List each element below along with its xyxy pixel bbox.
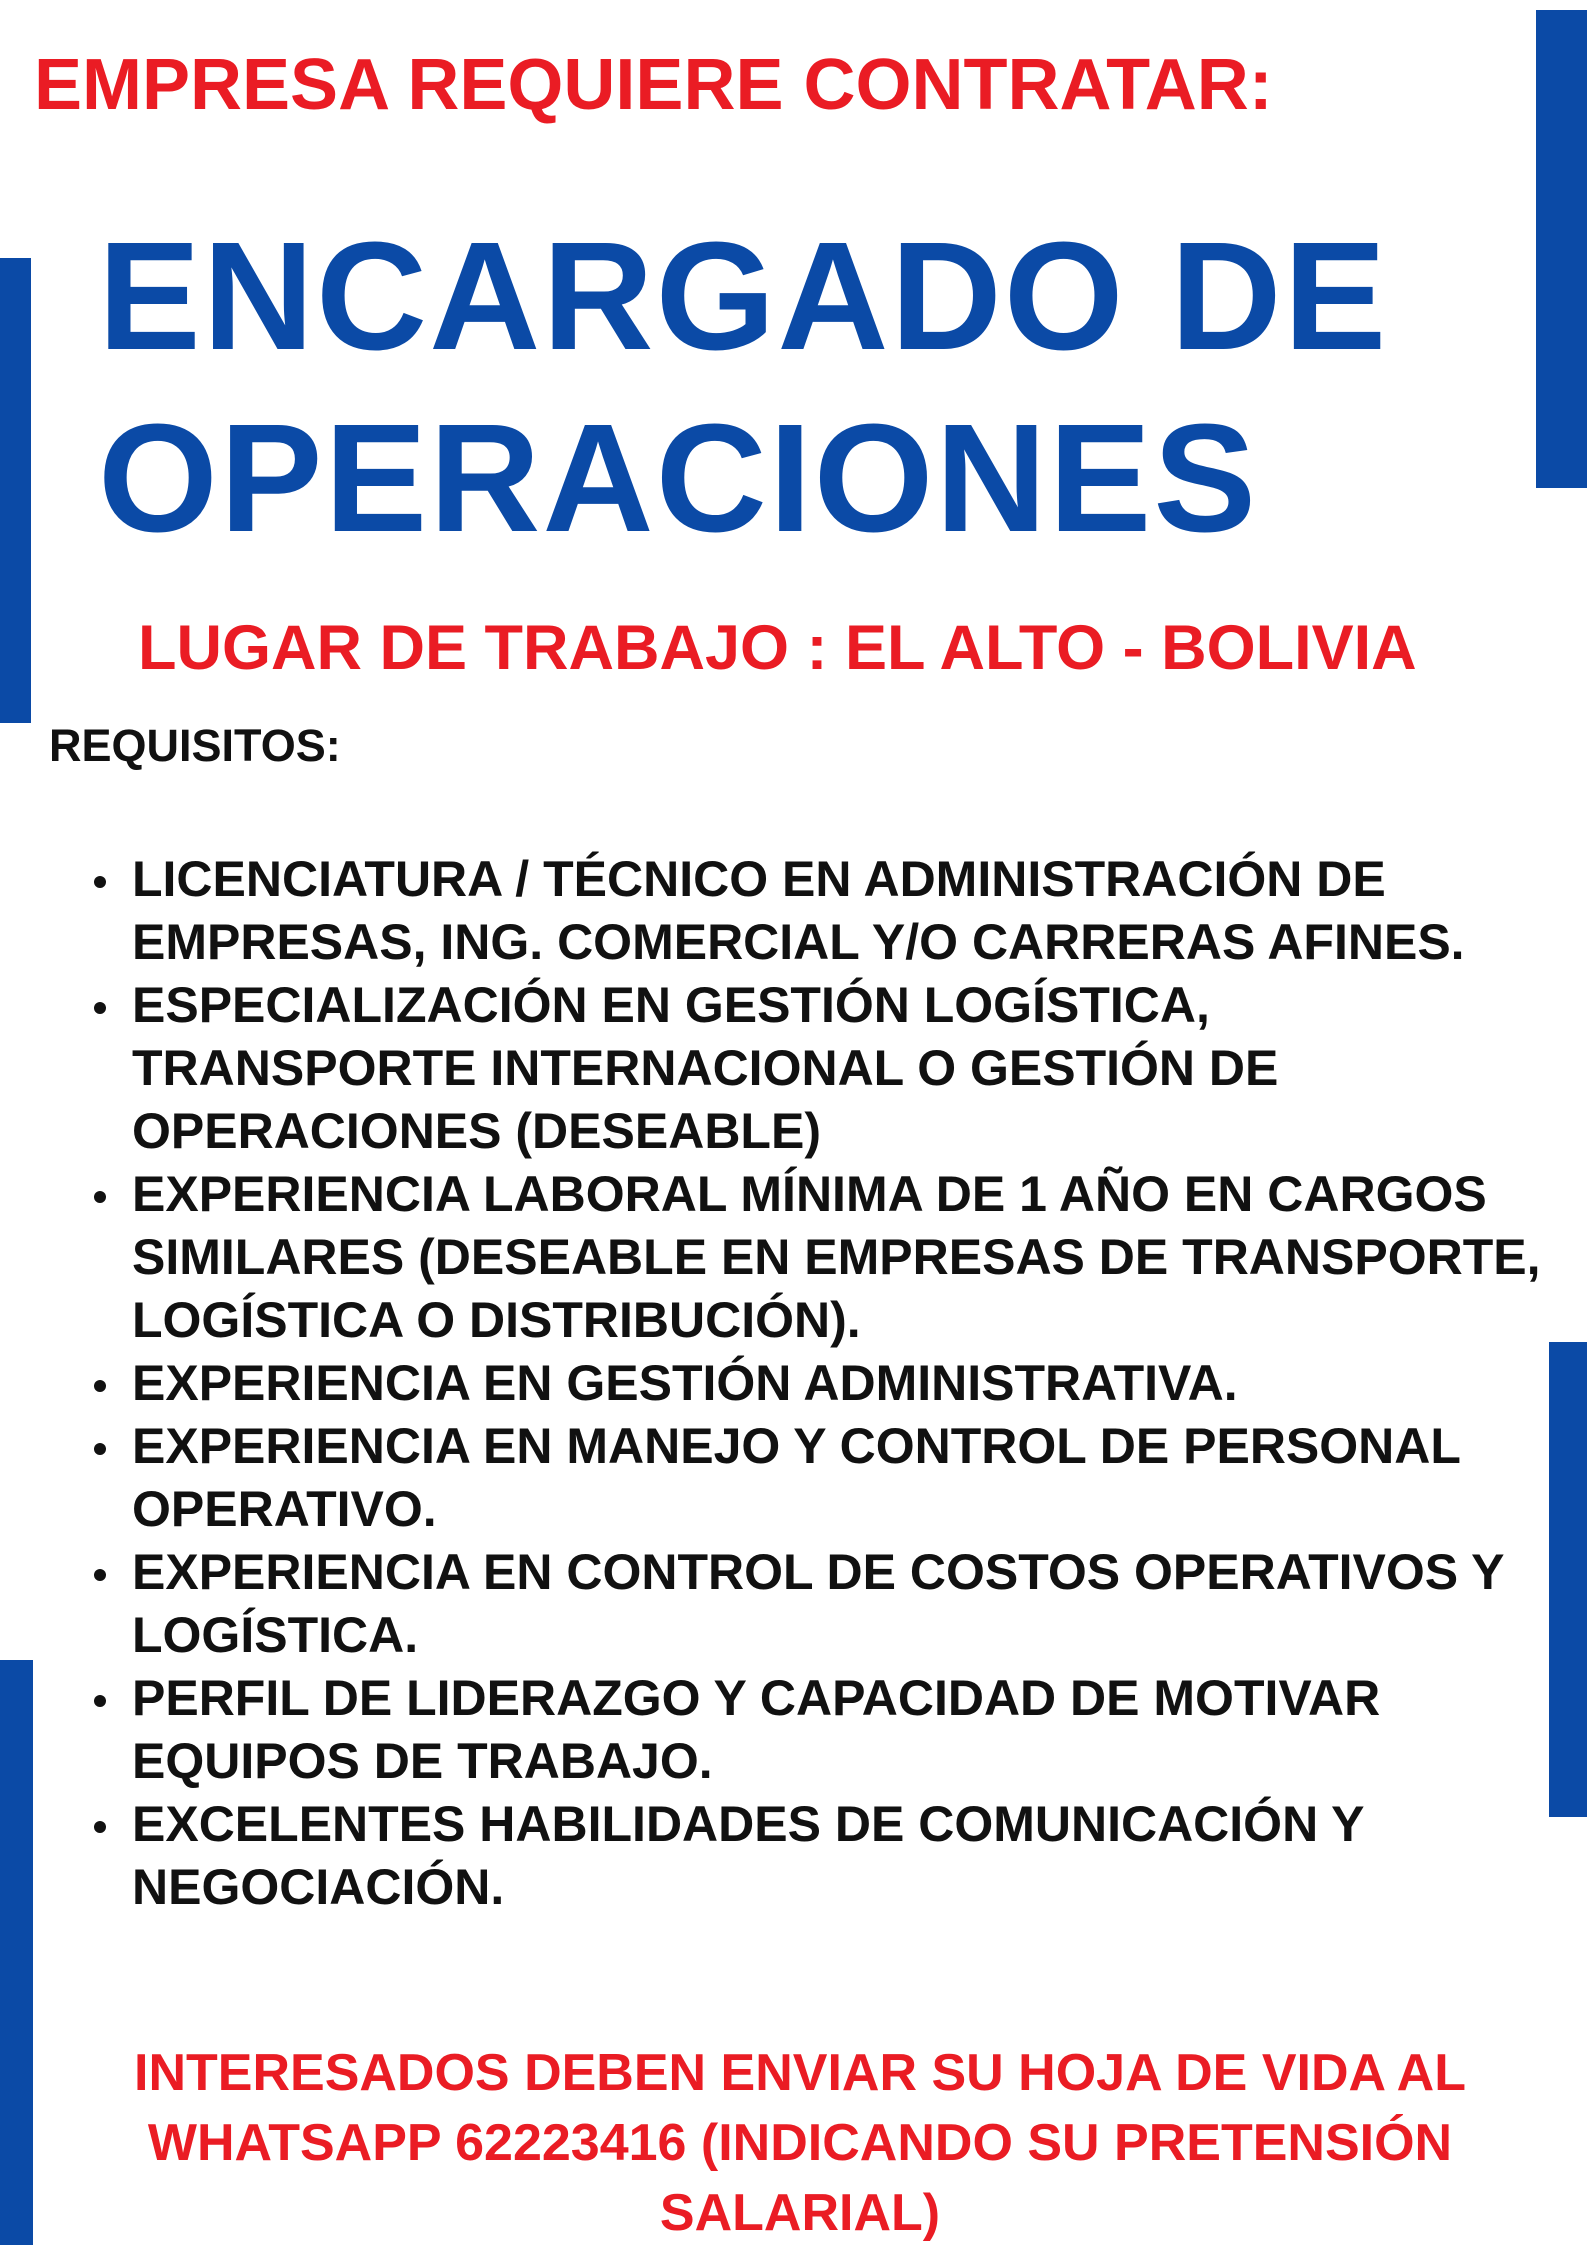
requirement-item <box>80 1163 1550 1352</box>
decorative-bar-left-top <box>0 258 31 723</box>
requirement-text: EXPERIENCIA EN CONTROL DE COSTOS OPERATIVOS Y LOGÍSTICA. <box>132 1544 1504 1663</box>
hiring-header: EMPRESA REQUIERE CONTRATAR: <box>34 45 1273 125</box>
requirement-text: LICENCIATURA / TÉCNICO EN ADMINISTRACIÓN DE EMPRESAS, ING. COMERCIAL Y/O CARRERAS AFINES. <box>132 851 1465 970</box>
requirement-text: ESPECIALIZACIÓN EN GESTIÓN LOGÍSTICA, TRANSPORTE INTERNACIONAL O GESTIÓN DE OPERACIONES (DESEABLE) <box>132 977 1279 1159</box>
job-title-line-1: ENCARGADO DE <box>98 210 1389 382</box>
bullet-icon <box>94 1443 106 1455</box>
requirement-text: EXPERIENCIA LABORAL MÍNIMA DE 1 AÑO EN CARGOS SIMILARES (DESEABLE EN EMPRESAS DE TRANSPORTE, LOGÍSTICA O DISTRIBUCIÓN). <box>132 1166 1541 1348</box>
bullet-icon <box>94 1569 106 1581</box>
requirement-item <box>80 848 1550 974</box>
contact-instructions: INTERESADOS DEBEN ENVIAR SU HOJA DE VIDA AL WHATSAPP 62223416 (INDICANDO SU PRETENSIÓN SALARIAL) <box>134 2044 1466 2242</box>
requirements-heading: REQUISITOS: <box>49 720 341 771</box>
requirement-item <box>80 1415 1550 1541</box>
job-title-line-2: OPERACIONES <box>98 392 1259 564</box>
bullet-icon <box>94 1002 106 1014</box>
requirement-item <box>80 1541 1550 1667</box>
requirement-item <box>80 1793 1550 1919</box>
decorative-bar-right-middle <box>1549 1342 1587 1817</box>
bullet-icon <box>94 876 106 888</box>
requirements-list <box>80 848 1550 1919</box>
job-title <box>98 205 1498 569</box>
requirement-item <box>80 1352 1550 1415</box>
requirement-text: EXPERIENCIA EN MANEJO Y CONTROL DE PERSONAL OPERATIVO. <box>132 1418 1461 1537</box>
requirement-text: PERFIL DE LIDERAZGO Y CAPACIDAD DE MOTIVAR EQUIPOS DE TRABAJO. <box>132 1670 1381 1789</box>
requirement-text: EXPERIENCIA EN GESTIÓN ADMINISTRATIVA. <box>132 1355 1238 1411</box>
requirement-text: EXCELENTES HABILIDADES DE COMUNICACIÓN Y NEGOCIACIÓN. <box>132 1796 1364 1915</box>
work-location: LUGAR DE TRABAJO : EL ALTO - BOLIVIA <box>138 613 1417 683</box>
bullet-icon <box>94 1821 106 1833</box>
decorative-bar-left-bottom <box>0 1660 33 2245</box>
bullet-icon <box>94 1695 106 1707</box>
requirement-item <box>80 1667 1550 1793</box>
bullet-icon <box>94 1380 106 1392</box>
requirement-item <box>80 974 1550 1163</box>
decorative-bar-top-right <box>1536 10 1587 488</box>
bullet-icon <box>94 1191 106 1203</box>
